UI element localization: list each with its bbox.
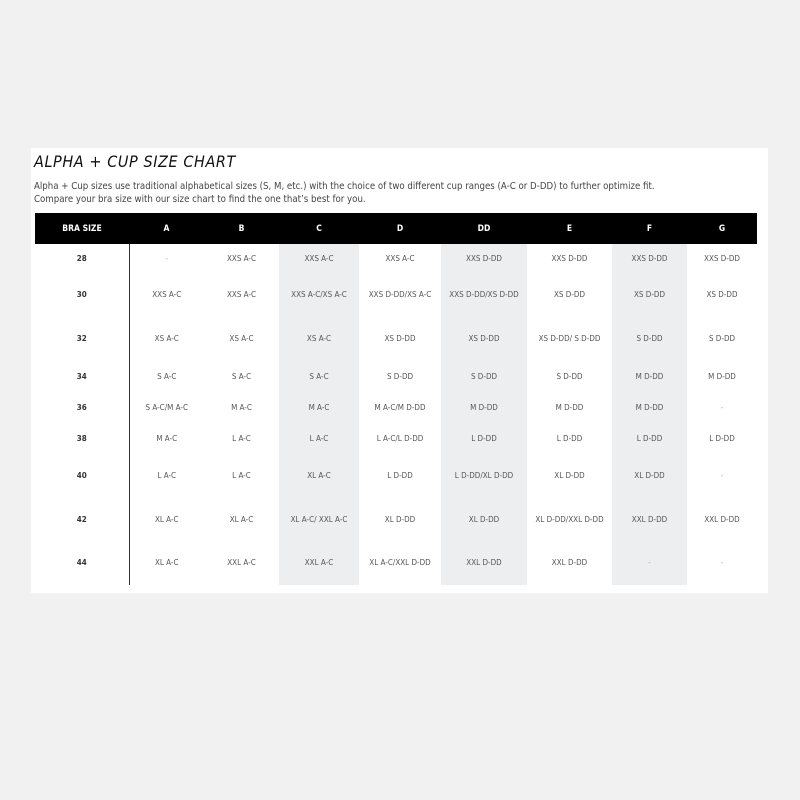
table-cell: S D-DD — [386, 371, 414, 381]
table-cell: XXL D-DD — [551, 558, 588, 567]
table-cell: XXS A-C/XS A-C — [279, 273, 359, 317]
bra-size-cell: 38 — [35, 423, 129, 454]
description-line-2: Compare your bra size with our size chart to find the one that’s best for you. — [34, 194, 366, 205]
table-cell: XXS D-DD/XS D-DD — [441, 273, 527, 317]
table-cell: XL A-C — [154, 558, 179, 567]
header-cup-b: B — [204, 213, 279, 244]
table-row — [35, 454, 757, 498]
table-cell: XL D-DD — [612, 454, 687, 498]
bra-size-cell: 32 — [35, 317, 129, 361]
table-cell: L A-C — [157, 471, 177, 480]
table-cell: M D-DD — [612, 392, 687, 423]
table-cell: XL D-DD/XXL D-DD — [535, 514, 604, 524]
bra-size-cell: 44 — [35, 541, 129, 585]
table-cell: XXS D-DD — [704, 253, 740, 263]
table-cell: M D-DD — [708, 371, 736, 381]
table-cell: XXL A-C — [279, 541, 359, 585]
table-cell: XS D-DD — [706, 290, 738, 299]
table-cell: L A-C — [279, 423, 359, 454]
table-cell: M A-C — [279, 392, 359, 423]
table-cell: - — [165, 253, 169, 263]
table-cell: L A-C — [232, 433, 251, 443]
table-cell: L D-DD — [441, 423, 527, 454]
table-cell: XXL D-DD — [612, 498, 687, 541]
table-cell: L A-C/L D-DD — [376, 433, 424, 443]
header-cup-dd: DD — [441, 213, 527, 244]
table-cell: S A-C/M A-C — [145, 402, 189, 412]
table-cell: XS A-C — [279, 317, 359, 361]
table-cell: XXS A-C — [226, 253, 257, 263]
table-cell: XL A-C — [154, 514, 179, 524]
table-cell: XS D-DD/ S D-DD — [538, 334, 601, 343]
table-cell: XS D-DD — [441, 317, 527, 361]
table-cell: XXS D-DD/XS A-C — [368, 290, 432, 299]
table-row — [35, 423, 757, 454]
table-cell: L D-DD — [387, 471, 413, 480]
table-row — [35, 361, 757, 392]
table-cell: XS D-DD — [612, 273, 687, 317]
table-cell: S D-DD — [556, 371, 583, 381]
table-cell: - — [720, 402, 724, 412]
table-cell: S D-DD — [708, 334, 736, 343]
table-cell: XXL D-DD — [441, 541, 527, 585]
table-cell: - — [720, 558, 724, 567]
table-cell: S A-C — [279, 361, 359, 392]
table-cell: XXS D-DD — [612, 244, 687, 273]
table-cell: XXS A-C — [152, 290, 182, 299]
table-cell: M D-DD — [555, 402, 584, 412]
table-cell: L D-DD — [612, 423, 687, 454]
header-cup-f: F — [612, 213, 687, 244]
size-chart-card — [31, 148, 768, 593]
table-row — [35, 317, 757, 361]
table-cell: XXS A-C — [385, 253, 415, 263]
table-row — [35, 541, 757, 585]
table-cell: - — [612, 541, 687, 585]
header-row — [35, 213, 757, 244]
table-cell: XXL A-C — [227, 558, 256, 567]
table-cell: XXS A-C — [279, 244, 359, 273]
table-cell: XL A-C/ XXL A-C — [279, 498, 359, 541]
table-cell: XL D-DD — [441, 498, 527, 541]
bra-size-cell: 30 — [35, 273, 129, 317]
table-cell: XXS D-DD — [551, 253, 588, 263]
table-cell: L D-DD/XL D-DD — [441, 454, 527, 498]
table-cell: XL A-C/XXL D-DD — [369, 558, 431, 567]
table-cell: XS A-C — [229, 334, 254, 343]
table-cell: M D-DD — [612, 361, 687, 392]
header-cup-e: E — [527, 213, 612, 244]
header-cup-d: D — [359, 213, 441, 244]
table-cell: XL D-DD — [554, 471, 585, 480]
table-cell: M A-C — [156, 433, 178, 443]
table-cell: L D-DD — [556, 433, 583, 443]
header-cup-c: C — [279, 213, 359, 244]
table-cell: XS A-C — [154, 334, 179, 343]
table-cell: S D-DD — [612, 317, 687, 361]
table-cell: L D-DD — [709, 433, 735, 443]
table-cell: XXS A-C — [226, 290, 257, 299]
table-row — [35, 498, 757, 541]
table-cell: L A-C — [232, 471, 251, 480]
table-row — [35, 273, 757, 317]
bra-size-cell: 42 — [35, 498, 129, 541]
table-cell: XL D-DD — [384, 514, 416, 524]
bra-size-cell: 36 — [35, 392, 129, 423]
table-cell: M A-C/M D-DD — [374, 402, 426, 412]
table-cell: XXL D-DD — [704, 514, 740, 524]
table-cell: S D-DD — [441, 361, 527, 392]
table-cell: M D-DD — [441, 392, 527, 423]
table-cell: XXS D-DD — [441, 244, 527, 273]
size-chart-table — [35, 213, 758, 585]
page-title: ALPHA + CUP SIZE CHART — [34, 152, 236, 171]
table-cell: XL A-C — [229, 514, 254, 524]
header-bra-size: BRA SIZE — [35, 213, 129, 244]
table-cell: XL A-C — [279, 454, 359, 498]
table-cell: M A-C — [231, 402, 252, 412]
bra-size-cell: 34 — [35, 361, 129, 392]
table-cell: - — [720, 471, 724, 480]
table-cell: XS D-DD — [384, 334, 416, 343]
header-cup-a: A — [129, 213, 204, 244]
bra-size-cell: 28 — [35, 244, 129, 273]
table-cell: XS D-DD — [553, 290, 585, 299]
description-line-1: Alpha + Cup sizes use traditional alphabetical sizes (S, M, etc.) with the choice of two different cup ranges (A-C or D-DD) to further optimize fit. — [34, 181, 655, 192]
table-row — [35, 244, 757, 273]
table-cell: S A-C — [231, 371, 252, 381]
bra-size-cell: 40 — [35, 454, 129, 498]
description — [34, 180, 762, 206]
table-cell: S A-C — [157, 371, 177, 381]
header-cup-g: G — [687, 213, 757, 244]
table-row — [35, 392, 757, 423]
